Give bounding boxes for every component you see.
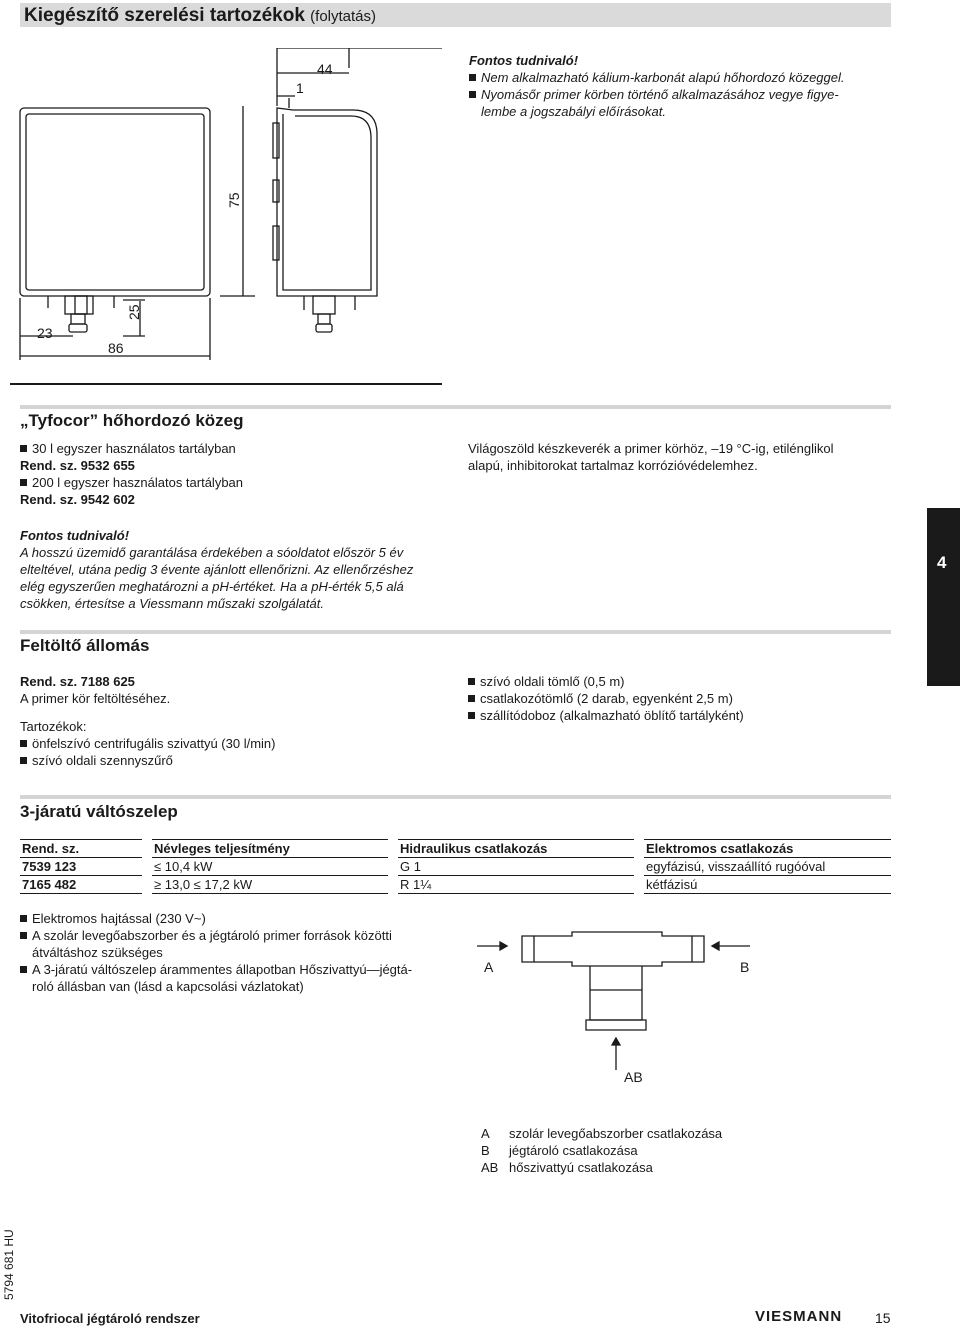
list-item: A 3-járatú váltószelep árammentes állapotban Hőszivattyú—jégtá- — [20, 961, 460, 978]
section-rule — [20, 630, 891, 634]
brand-logo: VIESMANN — [755, 1308, 843, 1325]
doc-number: 5794 681 HU — [2, 1229, 16, 1300]
list-item: önfelszívó centrifugális szivattyú (30 l/min) — [20, 735, 440, 752]
note-item: lembe a jogszabályi előírásokat. — [481, 104, 666, 119]
list-item: szállítódoboz (alkalmazható öblítő tartályként) — [468, 707, 898, 724]
list-item: A szolár levegőabszorber és a jégtároló primer források közötti — [20, 927, 460, 944]
page-number: 15 — [875, 1310, 891, 1326]
table-row: 7539 123 ≤ 10,4 kW G 1 egyfázisú, visszaállító rugóóval — [20, 858, 891, 876]
list-item: 200 l egyszer használatos tartályban — [20, 474, 440, 491]
svg-text:25: 25 — [126, 304, 142, 320]
legend-row: AB hőszivattyú csatlakozása — [481, 1160, 653, 1175]
tyfocor-description: Világoszöld készkeverék a primer körhöz, –19 °C-ig, etilénglikol alapú, inhibitorokat tartalmaz korrózióvédelemhez. — [468, 441, 834, 473]
note-item: Nyomásőr primer körben történő alkalmazásához vegye figye- — [469, 86, 889, 103]
table-header-row: Rend. sz. Névleges teljesítmény Hidraulikus csatlakozás Elektromos csatlakozás — [20, 840, 891, 858]
tyfocor-note: Fontos tudnivaló! A hosszú üzemidő garantálása érdekében a sóoldatot először 5 év elteltével, utána pedig 3 évente ajánlott ellenőrizni. Az ellenőrzéshez elég egyszerűen meghatározni a pH-értéket. Ha a pH-érték 5,5 alá csökken, értesítse a Viessmann műszaki szolgálatát. — [20, 528, 414, 611]
list-item: szívó oldali szennyszűrő — [20, 752, 440, 769]
tyfocor-heading: „Tyfocor” hőhordozó közeg — [20, 411, 244, 430]
valve-heading: 3-járatú váltószelep — [20, 802, 178, 821]
order-number: Rend. sz. 9532 655 — [20, 458, 135, 473]
list-item: 30 l egyszer használatos tartályban — [20, 440, 440, 457]
order-number: Rend. sz. 9542 602 — [20, 492, 135, 507]
svg-text:86: 86 — [108, 340, 124, 356]
svg-text:AB: AB — [624, 1069, 643, 1085]
station-left: Rend. sz. 7188 625 A primer kör feltöltéséhez. Tartozékok: önfelszívó centrifugális szivattyú (30 l/min) szívó oldali szennyszűrő — [20, 673, 440, 769]
svg-text:B: B — [740, 959, 750, 975]
chapter-tab: 4 — [927, 508, 960, 686]
divider — [10, 383, 442, 385]
list-item: csatlakozótömlő (2 darab, egyenként 2,5 m) — [468, 690, 898, 707]
top-note — [469, 52, 889, 120]
station-heading: Feltöltő állomás — [20, 636, 150, 655]
order-number: Rend. sz. 7188 625 — [20, 674, 135, 689]
svg-text:A: A — [484, 959, 494, 975]
svg-text:23: 23 — [37, 325, 53, 341]
svg-text:75: 75 — [226, 192, 242, 208]
valve-legend — [481, 1125, 811, 1176]
legend-row: B jégtároló csatlakozása — [481, 1143, 638, 1158]
list-item: Elektromos hajtással (230 V~) — [20, 910, 460, 927]
pressure-switch-drawing — [15, 48, 455, 383]
header-bar — [20, 3, 891, 27]
svg-text:44: 44 — [317, 61, 333, 77]
note-heading: Fontos tudnivaló! — [469, 53, 579, 68]
valve-table — [20, 839, 891, 894]
tyfocor-list — [20, 440, 440, 508]
table-row: 7165 482 ≥ 13,0 ≤ 17,2 kW R 1¼ kétfázisú — [20, 876, 891, 894]
section-rule — [20, 405, 891, 409]
valve-bullets: Elektromos hajtással (230 V~) A szolár levegőabszorber és a jégtároló primer források közötti átváltáshoz szükséges A 3-járatú váltószelep árammentes állapotban Hőszivattyú—jégtá- roló állásban van (lásd a kapcsolási vázlatokat) — [20, 910, 460, 995]
note-item: Nem alkalmazható kálium-karbonát alapú hőhordozó közeggel. — [469, 69, 889, 86]
page-title: Kiegészítő szerelési tartozékok (folytatás) — [24, 5, 377, 26]
section-rule — [20, 795, 891, 799]
station-right — [468, 673, 898, 724]
list-item: szívó oldali tömlő (0,5 m) — [468, 673, 898, 690]
legend-row: A szolár levegőabszorber csatlakozása — [481, 1126, 723, 1141]
three-way-valve-drawing — [462, 930, 792, 1090]
svg-text:1: 1 — [296, 80, 304, 96]
footer-product: Vitofriocal jégtároló rendszer — [20, 1311, 200, 1326]
